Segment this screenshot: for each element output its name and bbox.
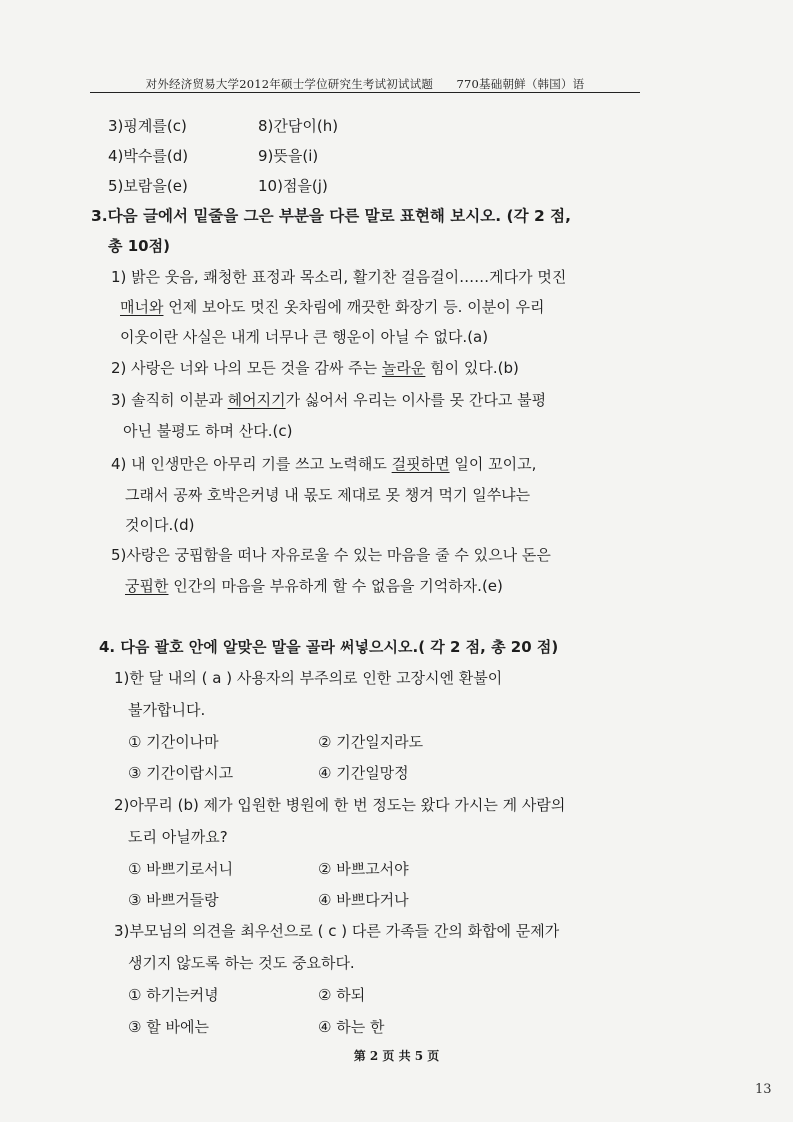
q3-item-3-line-1: 3) 솔직히 이분과 헤어지기가 싫어서 우리는 이사를 못 간다고 불평 — [111, 391, 547, 409]
q4-item-3-option-3: ③ 할 바에는 — [128, 1018, 209, 1036]
q4-item-3-line-2: 생기지 않도록 하는 것도 중요하다. — [128, 954, 355, 972]
q4-item-2-option-1: ① 바쁘기로서니 — [128, 860, 234, 878]
q2-item-10: 10)점을(j) — [258, 177, 328, 195]
q4-item-1-option-4: ④ 기간일망정 — [318, 764, 409, 782]
q4-item-1-option-2: ② 기간일지라도 — [318, 733, 424, 751]
q4-item-1-option-3: ③ 기간이랍시고 — [128, 764, 234, 782]
q4-item-2-line-1: 2)아무리 (b) 제가 입원한 병원에 한 번 정도는 왔다 가시는 게 사람의 — [114, 796, 566, 814]
q3-underline-e: 궁핍한 — [125, 577, 169, 595]
q4-title: 4. 다음 괄호 안에 알맞은 말을 골라 써넣으시오.( 각 2 점, 총 20 점) — [99, 638, 559, 656]
q4-item-3-option-2: ② 하되 — [318, 986, 366, 1004]
q4-item-2-option-3: ③ 바쁘거들랑 — [128, 891, 219, 909]
q3-item-1-line-2: 매너와 언제 보아도 멋진 옷차림에 깨끗한 화장기 등. 이분이 우리 — [120, 298, 545, 316]
header-rule — [90, 92, 640, 93]
q2-item-4: 4)박수를(d) — [108, 147, 189, 165]
q3-item-2: 2) 사랑은 너와 나의 모든 것을 감싸 주는 놀라운 힘이 있다.(b) — [111, 359, 519, 377]
q4-item-2-line-2: 도리 아닐까요? — [128, 828, 228, 846]
q3-item-5-line-2: 궁핍한 인간의 마음을 부유하게 할 수 없음을 기억하자.(e) — [125, 577, 503, 595]
q3-underline-a: 매너와 — [120, 298, 164, 316]
q3-item-5-line-1: 5)사랑은 궁핍함을 떠나 자유로울 수 있는 마음을 줄 수 있으나 돈은 — [111, 546, 551, 564]
q4-item-2-option-2: ② 바쁘고서야 — [318, 860, 409, 878]
q3-item-4-line-3: 것이다.(d) — [125, 516, 195, 534]
q3-title-cont: 총 10점) — [108, 237, 170, 255]
page-header: 对外经济贸易大学2012年硕士学位研究生考试初试试题 770基础朝鲜（韩国）语 — [145, 77, 585, 91]
q4-item-1-line-2: 불가합니다. — [128, 701, 206, 719]
q2-item-9: 9)뜻을(i) — [258, 147, 319, 165]
q4-item-3-line-1: 3)부모님의 의견을 최우선으로 ( c ) 다른 가족들 간의 화합에 문제가 — [114, 922, 560, 940]
q3-item-1-line-1: 1) 밝은 웃음, 쾌청한 표정과 목소리, 활기찬 걸음걸이……게다가 멋진 — [111, 268, 567, 286]
q3-underline-c: 헤어지기 — [227, 391, 286, 409]
q3-item-4-line-1: 4) 내 인생만은 아무리 기를 쓰고 노력해도 걸핏하면 일이 꼬이고, — [111, 455, 537, 473]
q3-item-1-line-3: 이웃이란 사실은 내게 너무나 큰 행운이 아닐 수 없다.(a) — [120, 328, 489, 346]
q3-title: 3.다음 글에서 밑줄을 그은 부분을 다른 말로 표현해 보시오. (각 2 점, — [91, 207, 572, 225]
q3-underline-d: 걸핏하면 — [391, 455, 450, 473]
q4-item-2-option-4: ④ 바쁘다거나 — [318, 891, 409, 909]
q4-item-3-option-1: ① 하기는커녕 — [128, 986, 219, 1004]
q4-item-3-option-4: ④ 하는 한 — [318, 1018, 385, 1036]
q2-item-3: 3)핑계를(c) — [108, 117, 187, 135]
page-number: 13 — [755, 1082, 772, 1097]
page-footer: 第 2 页 共 5 页 — [353, 1049, 440, 1063]
q2-item-5: 5)보람을(e) — [108, 177, 188, 195]
q4-item-1-option-1: ① 기간이나마 — [128, 733, 219, 751]
q3-underline-b: 놀라운 — [381, 359, 426, 377]
q2-item-8: 8)간담이(h) — [258, 117, 339, 135]
q3-item-3-line-2: 아닌 불평도 하며 산다.(c) — [123, 422, 293, 440]
q4-item-1-line-1: 1)한 달 내의 ( a ) 사용자의 부주의로 인한 고장시엔 환불이 — [114, 669, 503, 687]
q3-item-4-line-2: 그래서 공짜 호박은커녕 내 몫도 제대로 못 챙겨 먹기 일쑤냐는 — [125, 486, 531, 504]
